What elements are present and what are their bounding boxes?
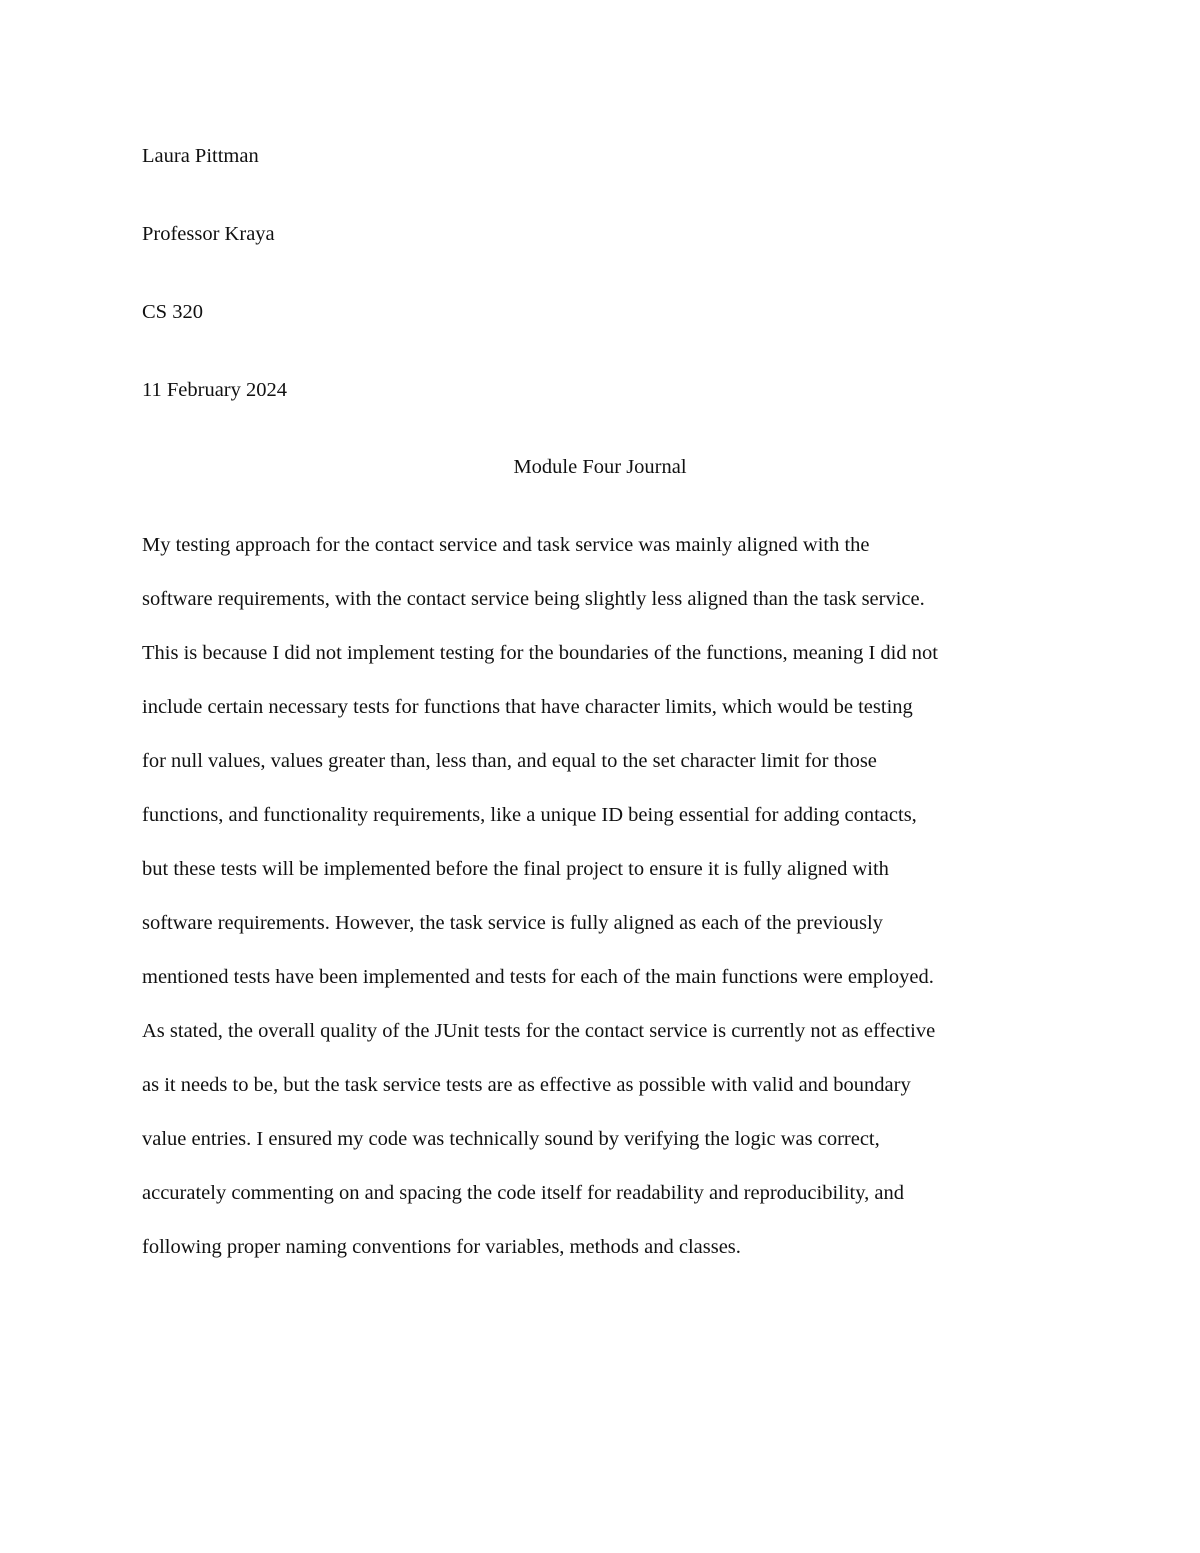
body-line: include certain necessary tests for functions that have character limits, which would be testing (142, 696, 913, 718)
body-line: accurately commenting on and spacing the code itself for readability and reproducibility, and (142, 1182, 905, 1204)
body-line: functions, and functionality requirements, like a unique ID being essential for adding contacts, (142, 804, 917, 826)
body-line: following proper naming conventions for variables, methods and classes. (142, 1236, 741, 1258)
body-line: as it needs to be, but the task service tests are as effective as possible with valid and boundary (142, 1074, 911, 1096)
body-line: My testing approach for the contact service and task service was mainly aligned with the (142, 534, 870, 556)
body-line: software requirements. However, the task service is fully aligned as each of the previously (142, 912, 883, 934)
body-line: software requirements, with the contact service being slightly less aligned than the task service. (142, 588, 925, 610)
body-line: As stated, the overall quality of the JUnit tests for the contact service is currently not as effective (142, 1020, 936, 1042)
body-line: value entries. I ensured my code was technically sound by verifying the logic was correct, (142, 1128, 880, 1150)
instructor-name: Professor Kraya (142, 223, 275, 245)
document-date: 11 February 2024 (142, 379, 287, 401)
body-line: but these tests will be implemented before the final project to ensure it is fully aligned with (142, 858, 889, 880)
document-title: Module Four Journal (513, 456, 687, 478)
body-line: This is because I did not implement testing for the boundaries of the functions, meaning I did not (142, 642, 938, 664)
body-line: mentioned tests have been implemented and tests for each of the main functions were employed. (142, 966, 934, 988)
course-code: CS 320 (142, 301, 203, 323)
author-name: Laura Pittman (142, 145, 259, 167)
body-line: for null values, values greater than, less than, and equal to the set character limit for those (142, 750, 877, 772)
